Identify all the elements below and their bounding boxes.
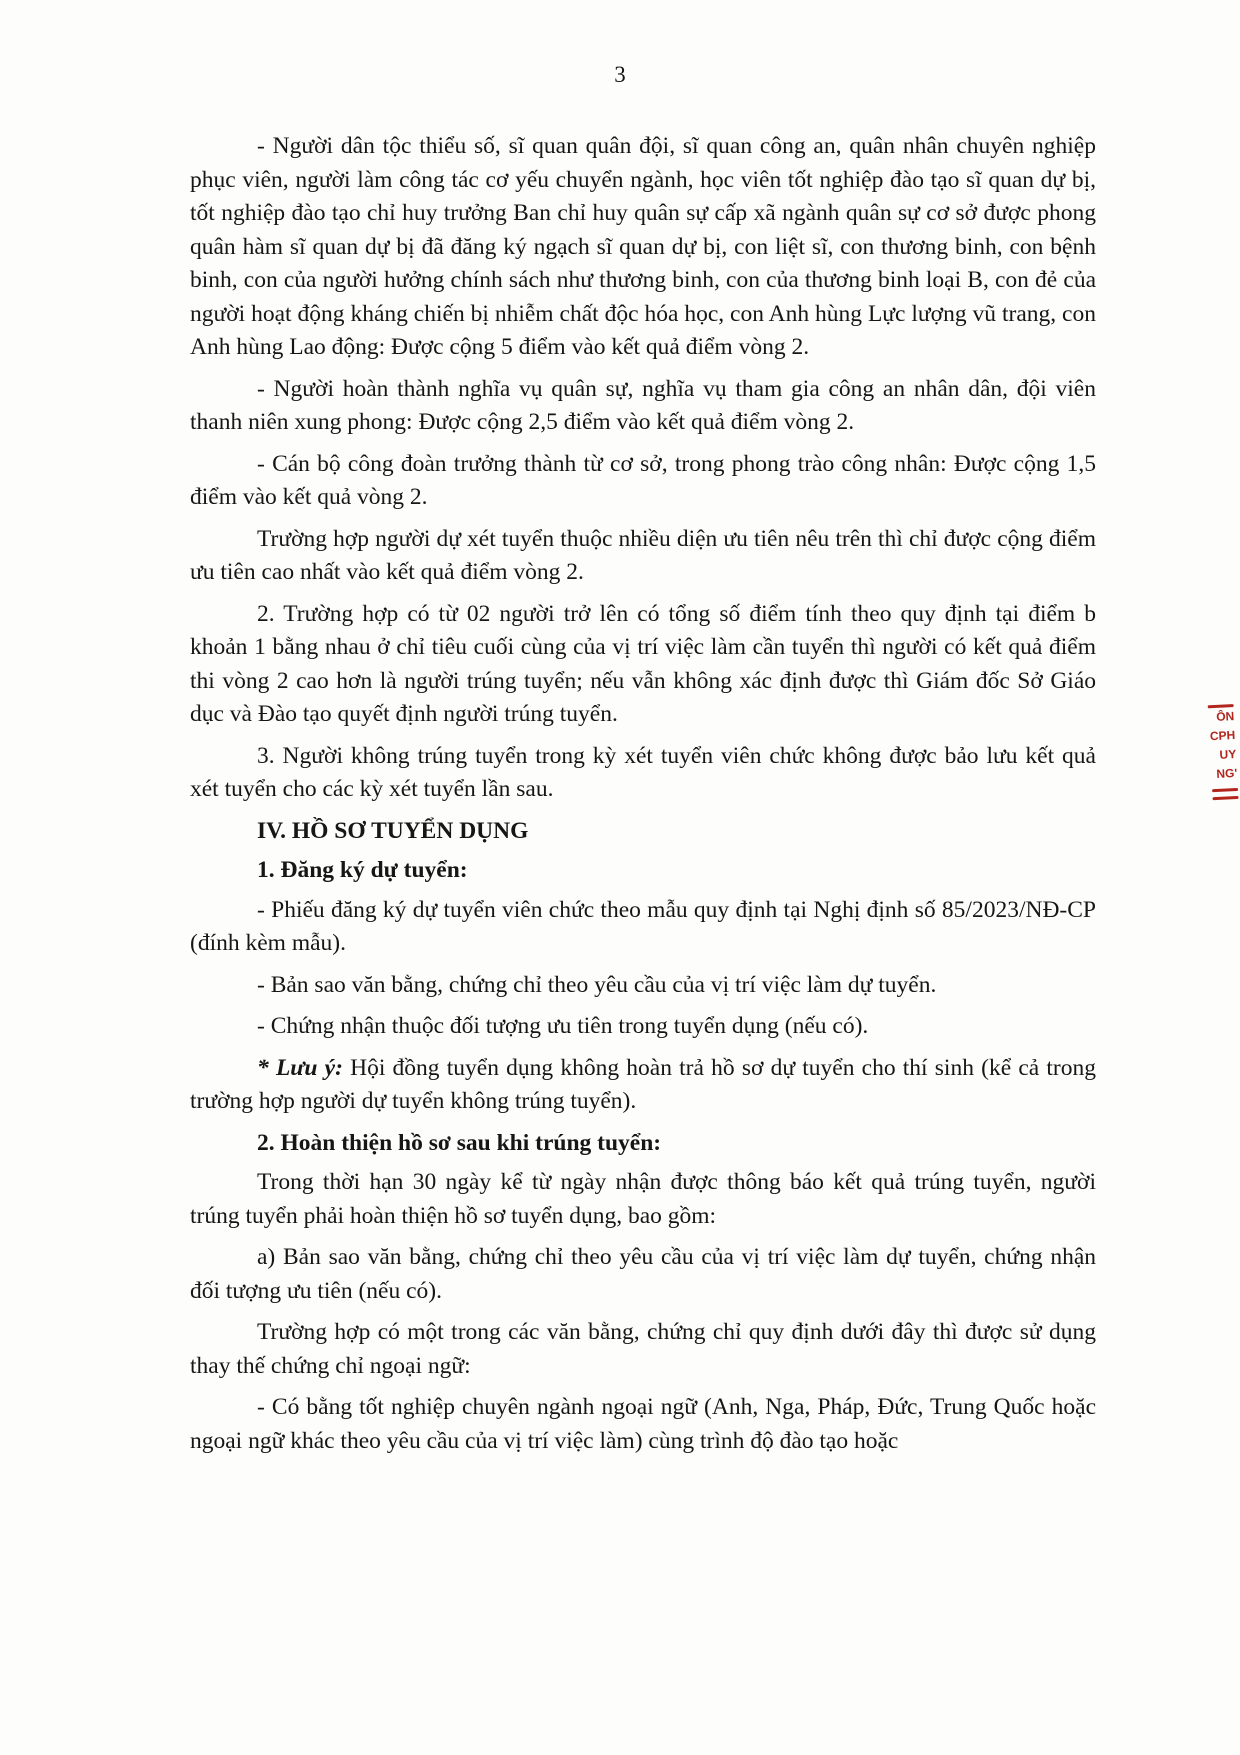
subheading-registration: 1. Đăng ký dự tuyển:	[257, 857, 468, 883]
paragraph-diploma-copies: - Bản sao văn bằng, chứng chỉ theo yêu cầu của vị trí việc làm dự tuyển.	[257, 971, 937, 998]
paragraph-priority-5-points: - Người dân tộc thiểu số, sĩ quan quân đội, sĩ quan công an, quân nhân chuyên nghiệp phục viên, người làm công tác cơ yếu chuyển ngành, học viên tốt nghiệp đào tạo sĩ quan dự bị, tốt nghiệp đào tạo chỉ huy trưởng Ban chỉ huy quân sự cấp xã ngành quân sự cơ sở được phong quân hàm sĩ quan dự bị đã đăng ký ngạch sĩ quan dự bị, con liệt sĩ, con thương binh, con bệnh binh, con của người hưởng chính sách như thương binh, con của thương binh loại B, con đẻ của người hoạt động kháng chiến bị nhiễm chất độc hóa học, con Anh hùng Lực lượng vũ trang, con Anh hùng Lao động: Được cộng 5 điểm vào kết quả điểm vòng 2.	[190, 133, 1096, 360]
paragraph-tie-break: 2. Trường hợp có từ 02 người trở lên có tổng số điểm tính theo quy định tại điểm b khoản 1 bằng nhau ở chỉ tiêu cuối cùng của vị trí việc làm cần tuyển thì người có kết quả điểm thi vòng 2 cao hơn là người trúng tuyển; nếu vẫn không xác định được thì Giám đốc Sở Giáo dục và Đào tạo quyết định người trúng tuyển.	[190, 600, 1096, 727]
paragraph-priority-1-5-points: - Cán bộ công đoàn trưởng thành từ cơ sở, trong phong trào công nhân: Được cộng 1,5 điểm vào kết quả vòng 2.	[190, 450, 1096, 510]
paragraph-registration-form: - Phiếu đăng ký dự tuyển viên chức theo mẫu quy định tại Nghị định số 85/2023/NĐ-CP (đính kèm mẫu).	[190, 896, 1096, 956]
stamp-text-line: NG'	[1216, 765, 1238, 782]
stamp-text-line: ÔN	[1215, 709, 1235, 724]
stamp-text-line: UY	[1219, 746, 1237, 762]
paragraph-no-reserve: 3. Người không trúng tuyển trong kỳ xét tuyển viên chức không được bảo lưu kết quả xét tuyển cho các kỳ xét tuyển lần sau.	[190, 742, 1096, 802]
stamp-text-line: CPH	[1209, 727, 1236, 744]
document-body	[190, 130, 1096, 1466]
paragraph-item-a: a) Bản sao văn bằng, chứng chỉ theo yêu cầu của vị trí việc làm dự tuyển, chứng nhận đối tượng ưu tiên (nếu có).	[190, 1244, 1096, 1304]
paragraph-foreign-language-degree: - Có bằng tốt nghiệp chuyên ngành ngoại ngữ (Anh, Nga, Pháp, Đức, Trung Quốc hoặc ngoại ngữ khác theo yêu cầu của vị trí việc làm) cùng trình độ đào tạo hoặc	[190, 1394, 1096, 1454]
section-heading-recruitment-dossier: IV. HỒ SƠ TUYỂN DỤNG	[257, 817, 529, 844]
stamp-rule-bottom	[1212, 788, 1238, 792]
paragraph-language-substitute: Trường hợp có một trong các văn bằng, chứng chỉ quy định dưới đây thì được sử dụng thay thế chứng chỉ ngoại ngữ:	[190, 1319, 1096, 1379]
paragraph-multiple-priority: Trường hợp người dự xét tuyển thuộc nhiều diện ưu tiên nêu trên thì chỉ được cộng điểm ưu tiên cao nhất vào kết quả điểm vòng 2.	[190, 525, 1096, 585]
paragraph-priority-2-5-points: - Người hoàn thành nghĩa vụ quân sự, nghĩa vụ tham gia công an nhân dân, đội viên thanh niên xung phong: Được cộng 2,5 điểm vào kết quả điểm vòng 2.	[190, 375, 1096, 435]
paragraph-priority-certificate: - Chứng nhận thuộc đối tượng ưu tiên trong tuyển dụng (nếu có).	[257, 1013, 869, 1039]
note-text: Hội đồng tuyển dụng không hoàn trả hồ sơ dự tuyển cho thí sinh (kể cả trong trường hợp người dự tuyển không trúng tuyển).	[190, 1054, 1097, 1114]
paragraph-note	[190, 1052, 1096, 1119]
subheading-complete-dossier: 2. Hoàn thiện hồ sơ sau khi trúng tuyển:	[257, 1129, 662, 1156]
red-stamp-fragment	[1193, 699, 1238, 801]
note-label: * Lưu ý:	[257, 1054, 343, 1081]
stamp-rule-bottom	[1212, 796, 1238, 800]
page-number: 3	[614, 62, 626, 87]
paragraph-30-days: Trong thời hạn 30 ngày kể từ ngày nhận được thông báo kết quả trúng tuyển, người trúng tuyển phải hoàn thiện hồ sơ tuyển dụng, bao gồm:	[190, 1169, 1096, 1229]
